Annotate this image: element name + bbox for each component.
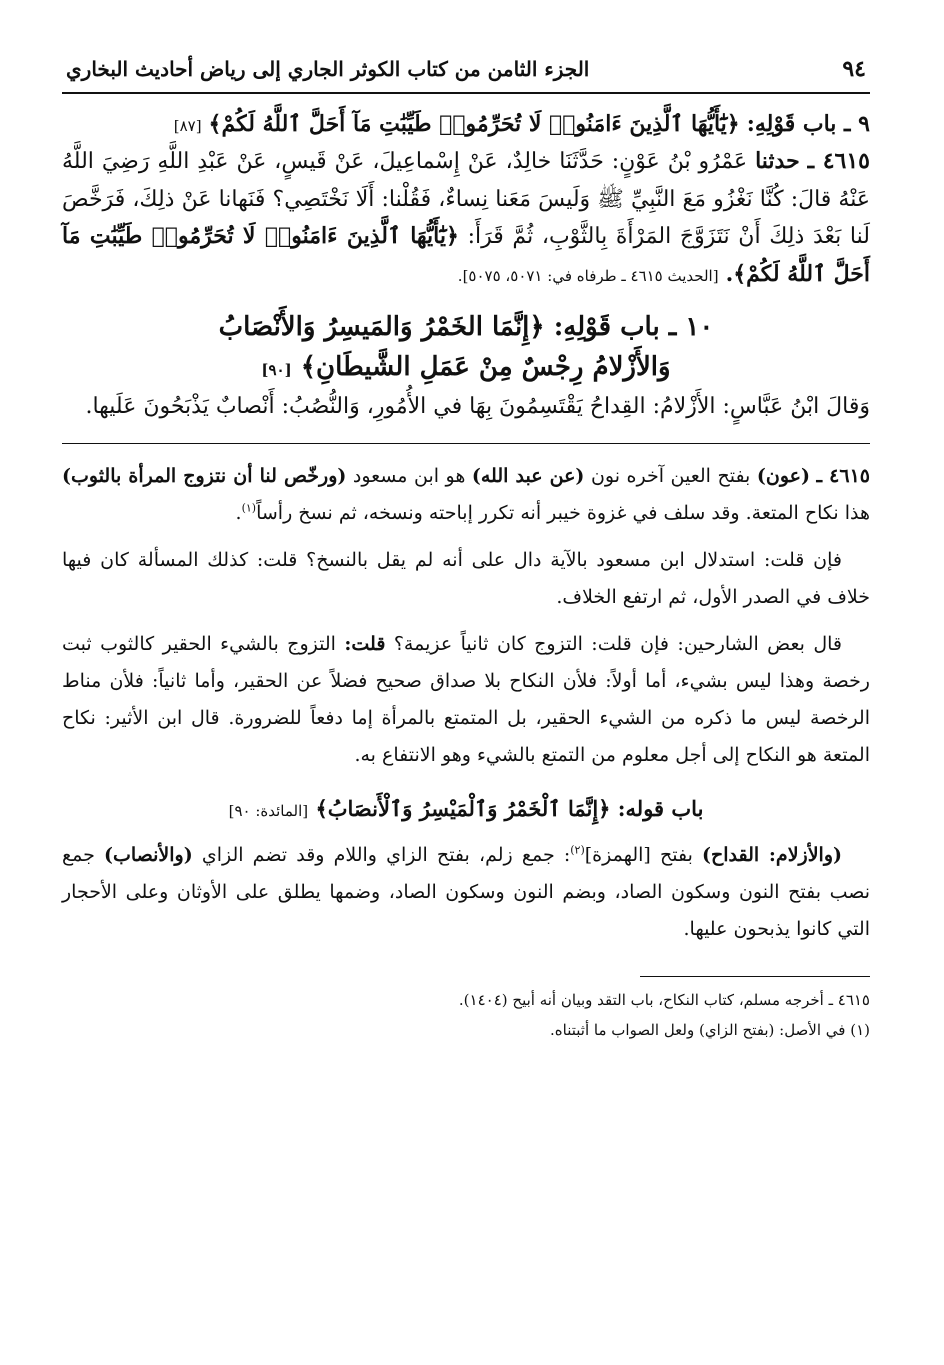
section-divider xyxy=(62,443,870,444)
footnote-ref-1[interactable]: (١) xyxy=(241,501,257,515)
footnote-1: ٤٦١٥ ـ أخرجه مسلم، كتاب النكاح، باب التقد وبيان أنه أبيح (١٤٠٤). xyxy=(458,991,870,1010)
commentary-text: التزوج بالشيء الحقير كالثوب ثبت رخصة وهذا ليس بشيء، أما أولاً: فلأن النكاح بلا صداق صحيح فضلاً عن الحقير، وأما ثانياً: فلأن مناط الرخصة ليس ما ذكره من الشيء الحقير، بل المتمتع بالمرأة إما دفعاً للضرورة. قال ابن الأثير: نكاح المتعة هو النكاح إلى أجل معلوم من التمتع بالشيء وهو الانتفاع به. xyxy=(62,633,870,767)
page xyxy=(62,52,870,1045)
chapter-9-ayah: ﴿يَٰٓأَيُّهَا ٱلَّذِينَ ءَامَنُوا۟ لَا تُحَرِّمُوا۟ طَيِّبَٰتِ مَآ أَحَلَّ ٱللَّهُ لَكُمْ﴾ xyxy=(208,111,740,137)
hadith-lead: حدثنا xyxy=(755,148,800,175)
commentary-text: : جمع زلم، بفتح الزاي واللام وقد تضم الزاي xyxy=(201,844,571,867)
commentary-p3 xyxy=(62,626,870,774)
chapter-10-text: وَقالَ ابْنُ عَبَّاسٍ: الأَزْلامُ: القِداحُ يَقْتَسِمُونَ بِهَا في الأُمُورِ، وَالنُّصُبُ: أَنْصابٌ يَذْبَحُونَ عَلَيها. xyxy=(85,393,870,419)
commentary-text: قال بعض الشارحين: فإن قلت: التزوج كان ثانياً عزيمة؟ xyxy=(393,633,843,656)
commentary-num: ٤٦١٥ ـ xyxy=(816,464,870,487)
subheading-ref: [المائدة: ٩٠] xyxy=(228,802,309,821)
hadith-ref: [الحديث ٤٦١٥ ـ طرفاه في: ٥٠٧١، ٥٠٧٥]. xyxy=(457,266,719,285)
hadith-text: عَمْرُو بْنُ عَوْنٍ: حَدَّثَنَا خالِدٌ، عَنْ إِسْماعِيلَ، عَنْ قَيسٍ، عَنْ عَبْدِ اللَّهِ رَضِيَ اللَّهُ عَنْهُ قالَ: كُنَّا نَغْزُو مَعَ النَّبِيِّ ﷺ وَلَيسَ مَعَنا نِساءٌ، فَقُلْنا: أَلَا نَخْتَصِي؟ فَنَهانا عَنْ ذلِكَ، فَرَخَّصَ لَنا بَعْدَ ذلِكَ أَنْ نَتَزَوَّجَ المَرْأَةَ بِالثَّوْبِ، ثُمَّ قَرَأَ: xyxy=(62,149,870,250)
commentary-text: جمع نصب بفتح النون وسكون الصاد، وبضم النون وسكون الصاد، وضمها يطلق على الأوثان وعلى الأحجار التي كانوا يذبحون عليها. xyxy=(62,844,870,941)
chapter-10-heading xyxy=(62,307,870,388)
hadith-number: ٤٦١٥ ـ xyxy=(807,148,870,175)
footnote-2: (١) في الأصل: (بفتح الزاي) ولعل الصواب ما أثبتناه. xyxy=(550,1021,870,1040)
chapter-9-heading: ٩ ـ باب قَوْلِهِ: xyxy=(746,111,870,137)
footnote-rule xyxy=(640,976,870,977)
commentary-p4 xyxy=(62,837,870,948)
commentary-text: بفتح [الهمزة] xyxy=(584,844,693,867)
chapter-10-line2: وَالأَزْلامُ رِجْسٌ مِنْ عَمَلِ الشَّيطَانِ﴾ xyxy=(300,352,671,383)
book-title: الجزء الثامن من كتاب الكوثر الجاري إلى رياض أحاديث البخاري xyxy=(66,57,590,81)
subheading-ayah: ﴿إِنَّمَا ٱلْخَمْرُ وَٱلْمَيْسِرُ وَٱلْأَنصَابُ﴾ xyxy=(315,796,611,822)
chapter-9-ref: [٨٧] xyxy=(173,117,202,135)
subheading-label: باب قوله: xyxy=(617,796,704,822)
commentary-p1 xyxy=(62,458,870,532)
commentary-term-awn: (عون) xyxy=(756,464,810,487)
commentary-term-rukhsa: (ورخّص لنا أن نتزوج المرأة بالثوب) xyxy=(62,464,347,487)
commentary-p2: فإن قلت: استدلال ابن مسعود بالآية دال على أنه لم يقل بالنسخ؟ قلت: كذلك المسألة كان فيها خلاف في الصدر الأول، ثم ارتفع الخلاف. xyxy=(62,549,870,609)
chapter-9 xyxy=(62,106,870,143)
chapter-10-line1: ١٠ ـ باب قَوْلِهِ: ﴿إِنَّمَا الخَمْرُ وَالمَيسِرُ وَالأَنْصَابُ xyxy=(218,311,714,342)
commentary-term-azlam: (والأزلام: القداح) xyxy=(702,844,842,867)
commentary-term-qultu: قلت: xyxy=(344,633,386,656)
commentary-text: . xyxy=(235,501,242,524)
hadith-4615 xyxy=(62,143,870,293)
commentary-text: هو ابن مسعود xyxy=(352,464,466,487)
commentary-text: بفتح العين آخره نون xyxy=(590,464,751,487)
page-number: ٩٤ xyxy=(842,56,866,82)
commentary-term-abdullah: (عن عبد الله) xyxy=(471,464,585,487)
commentary-text: هذا نكاح المتعة. وقد سلف في غزوة خيبر أنه تكرر إباحته ونسخه، ثم نسخ رأساً xyxy=(256,501,870,524)
commentary-term-ansab: (والأنصاب) xyxy=(103,844,193,867)
running-header xyxy=(62,52,870,94)
hadith-ayah: ﴿يَٰٓأَيُّهَا ٱلَّذِينَ ءَامَنُوا۟ لَا تُحَرِّمُوا۟ طَيِّبَٰتِ مَآ أَحَلَّ ٱللَّهُ لَكُمْ﴾. xyxy=(62,223,870,287)
footnote-ref-2[interactable]: (٢) xyxy=(570,843,585,857)
chapter-10-ref: [٩٠] xyxy=(261,361,292,380)
commentary-subheading xyxy=(62,796,870,821)
